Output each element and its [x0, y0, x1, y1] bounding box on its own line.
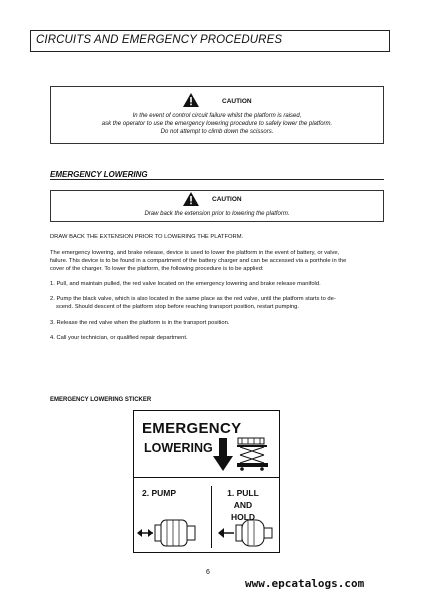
step-3: 3. Release the red valve when the platform is in the transport position. [50, 320, 230, 326]
scissor-lift-icon [236, 437, 272, 471]
sticker-emergency-text: EMERGENCY [142, 420, 242, 437]
caution-1-line-2: ask the operator to use the emergency lowering procedure to safely lower the platform. [101, 121, 333, 127]
body-paragraph-2-line-3: cover of the charger. To lower the platform, the following procedure is to be applied: [50, 266, 264, 272]
sticker-divider [133, 477, 280, 478]
sticker-pump-label: 2. PUMP [142, 488, 177, 498]
step-4: 4. Call your technician, or qualified repair department. [50, 335, 188, 341]
warning-triangle-icon [183, 192, 199, 206]
caution-label-2: CAUTION [212, 196, 242, 203]
caution-label-1: CAUTION [222, 98, 252, 105]
pull-valve-icon [216, 516, 278, 550]
section-title: EMERGENCY LOWERING [50, 170, 148, 179]
warning-triangle-icon [183, 93, 199, 107]
body-paragraph-2-line-1: The emergency lowering, and brake release, device is used to lower the platform in the event of battery, or valve, [50, 250, 340, 256]
step-2-line-1: 2. Pump the black valve, which is also located in the same place as the red valve, until the platform starts to de- [50, 296, 336, 302]
sticker-pull-line-3: HOLD [230, 512, 256, 522]
sticker-lowering-text: LOWERING [144, 441, 213, 455]
section-divider [50, 179, 384, 180]
caution-2-line-1: Draw back the extension prior to lowering the platform. [144, 211, 290, 217]
sticker-pull-line-1: 1. PULL [227, 488, 259, 498]
body-paragraph-1: DRAW BACK THE EXTENSION PRIOR TO LOWERING THE PLATFORM. [50, 234, 244, 240]
caution-box-2 [50, 190, 384, 222]
sticker-inner-divider [211, 486, 212, 548]
page-title: CIRCUITS AND EMERGENCY PROCEDURES [36, 34, 283, 46]
page-number: 6 [206, 569, 210, 576]
sticker-heading: EMERGENCY LOWERING STICKER [50, 397, 152, 403]
sticker-pull-line-2: AND [233, 500, 253, 510]
down-arrow-icon [213, 438, 233, 472]
body-paragraph-2-line-2: failure. This device is to be found in a compartment of the battery charger and can be accessed via a porthole in the [50, 258, 347, 264]
caution-1-line-1: In the event of control circuit failure whilst the platform is raised, [132, 113, 302, 119]
caution-1-line-3: Do not attempt to climb down the scissors. [160, 129, 274, 135]
footer-url: www.epcatalogs.com [245, 577, 365, 590]
step-1: 1. Pull, and maintain pulled, the red valve located on the emergency lowering and brake release manifold. [50, 281, 321, 287]
step-2-line-2: scend. Should descent of the platform stop before reaching transport position, restart pumping. [56, 304, 299, 310]
pump-valve-icon [137, 516, 203, 550]
